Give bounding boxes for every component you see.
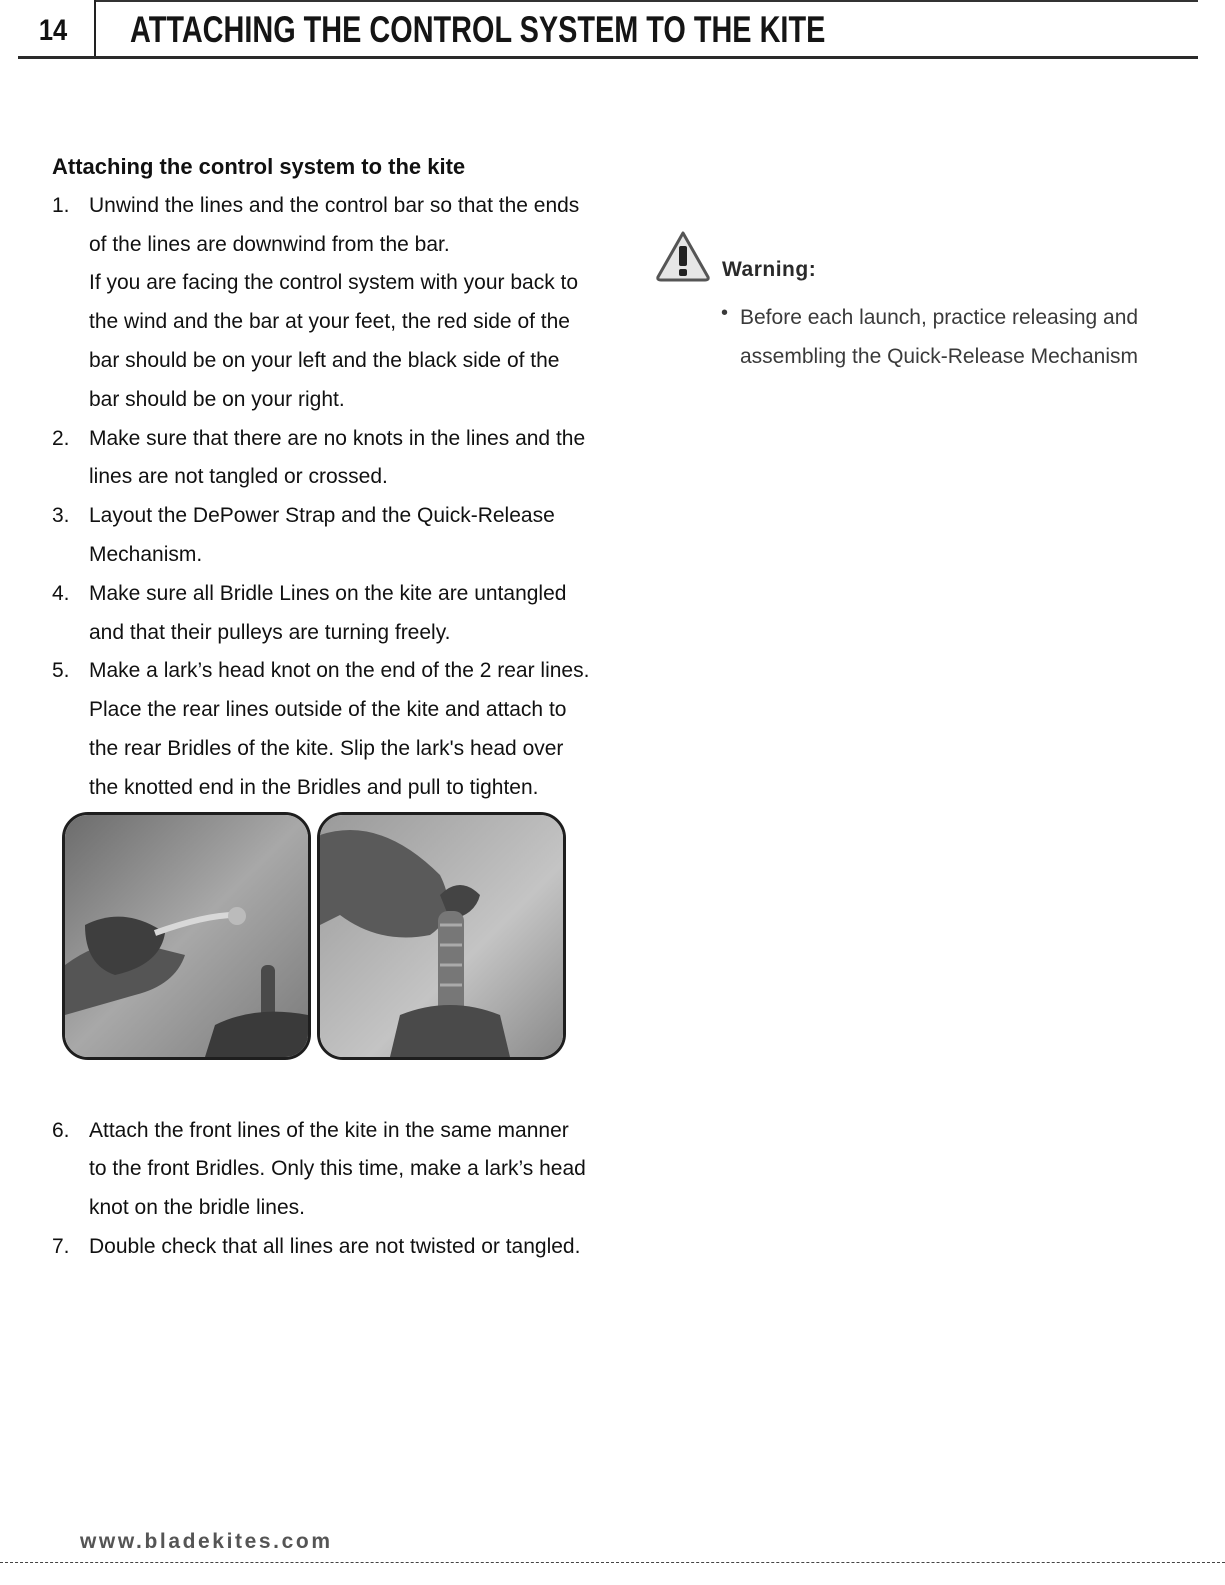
instructions-column [52,148,592,1267]
step-number: 6. [52,1118,70,1142]
larks-head-photo-left [62,812,311,1060]
step-1 [52,187,592,420]
bullet-dot: • [721,302,729,324]
warning-title: Warning: [722,258,817,281]
knot-photos [62,812,592,1082]
larks-head-photo-right [317,812,566,1060]
step-text: Layout the DePower Strap and the Quick-Release Mechanism. [89,504,555,566]
warning-triangle-icon [655,230,711,282]
step-text: Unwind the lines and the control bar so that the ends of the lines are downwind from the bar. [89,193,580,256]
step-text: Make a lark’s head knot on the end of the 2 rear lines. Place the rear lines outside of the kite and attach to the rear Bridles of the kite. Slip the lark's head over the knotted end in the Bridles and pull to tighten. [89,659,590,799]
step-7 [52,1228,592,1267]
footer-url[interactable]: www.bladekites.com [80,1530,333,1553]
page-number: 14 [38,14,68,47]
step-3 [52,497,592,575]
step-number: 5. [52,659,70,683]
footer-rule [0,1562,1225,1563]
step-number: 2. [52,426,70,450]
photo-hands-tightening-knot [320,815,563,1057]
warning-text: Before each launch, practice releasing and assembling the Quick-Release Mechanism [740,306,1139,368]
warning-bullet [722,298,1172,376]
header-rule [18,56,1198,59]
step-2 [52,420,592,498]
header-divider [94,0,96,58]
section-heading: Attaching the control system to the kite [52,154,466,179]
page-title: ATTACHING THE CONTROL SYSTEM TO THE KITE [130,9,826,50]
step-number: 3. [52,504,70,528]
step-text: Make sure all Bridle Lines on the kite are untangled and that their pulleys are turning freely. [89,581,567,644]
step-text: Double check that all lines are not twisted or tangled. [89,1234,581,1258]
step-5 [52,652,592,807]
step-6 [52,1112,592,1228]
step-number: 7. [52,1234,70,1258]
step-number: 1. [52,193,70,217]
step-text: Make sure that there are no knots in the lines and the lines are not tangled or crossed. [89,426,586,489]
photo-hands-tying-knot [65,815,308,1057]
step-text: Attach the front lines of the kite in the same manner to the front Bridles. Only this time, make a lark’s head knot on the bridle lines. [89,1118,586,1220]
step-4 [52,575,592,653]
step-number: 4. [52,581,70,605]
header-top-rule [94,0,1198,2]
step-text: If you are facing the control system with your back to the wind and the bar at your feet, the red side of the bar should be on your left and the black side of the bar should be on your right. [89,271,579,411]
